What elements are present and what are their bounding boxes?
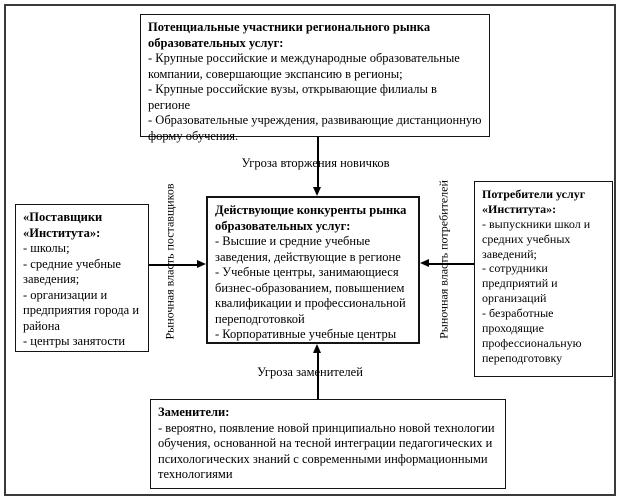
list-item: - вероятно, появление новой принципиально новой технологии обучения, основанной на тесной интеграции педагогических и психологических знаний с современными информационными технологиями: [158, 420, 495, 481]
substitutes-box: [150, 399, 506, 489]
potential-entrants-title: Потенциальные участники регионального рынка образовательных услуг:: [148, 20, 431, 50]
list-item: - безработные проходящие профессиональную переподготовку: [482, 306, 582, 365]
substitutes-title: Заменители:: [158, 405, 230, 419]
arrow-left-icon: [420, 259, 429, 267]
substitutes-threat-label: Угроза заменителей: [257, 365, 363, 379]
current-competitors-box: [206, 196, 420, 344]
current-competitors-title: Действующие конкуренты рынка образовательных услуг:: [215, 203, 407, 233]
buyer-power-label: Рыночная власть потребителей: [436, 180, 451, 339]
consumers-box: [474, 181, 613, 377]
list-item: - центры занятости: [23, 334, 126, 348]
arrow-right-icon: [197, 260, 206, 268]
list-item: - школы;: [23, 241, 70, 255]
list-item: - выпускники школ и средних учебных заведений;: [482, 216, 591, 261]
suppliers-box: [15, 204, 149, 352]
consumers-title: Потребители услуг «Института»:: [482, 187, 586, 216]
arrow-up-icon: [313, 344, 321, 353]
list-item: - Учебные центры, занимающиеся бизнес-образованием, повышением квалификации и профессиональной переподготовкой: [215, 265, 406, 326]
list-item: - сотрудники предприятий и организаций: [482, 261, 558, 306]
list-item: - Образовательные учреждения, развивающие дистанционную форму обучения.: [148, 113, 482, 143]
suppliers-title: «Поставщики «Института»:: [23, 210, 103, 240]
potential-entrants-box: [140, 14, 490, 143]
list-item: - Корпоративные учебные центры: [215, 327, 397, 341]
list-item: - средние учебные заведения;: [23, 256, 121, 286]
list-item: - Высшие и средние учебные заведения, действующие в регионе: [215, 234, 401, 264]
arrow-down-icon: [313, 187, 321, 196]
new-entrants-threat-label: Угроза вторжения новичков: [241, 156, 390, 170]
list-item: - организации и предприятия города и района: [23, 287, 140, 333]
list-item: - Крупные российские вузы, открывающие филиалы в регионе: [148, 82, 437, 112]
list-item: - Крупные российские и международные образовательные компании, совершающие экспансию в регионы;: [148, 51, 460, 81]
supplier-power-label: Рыночная власть поставщиков: [162, 183, 177, 340]
